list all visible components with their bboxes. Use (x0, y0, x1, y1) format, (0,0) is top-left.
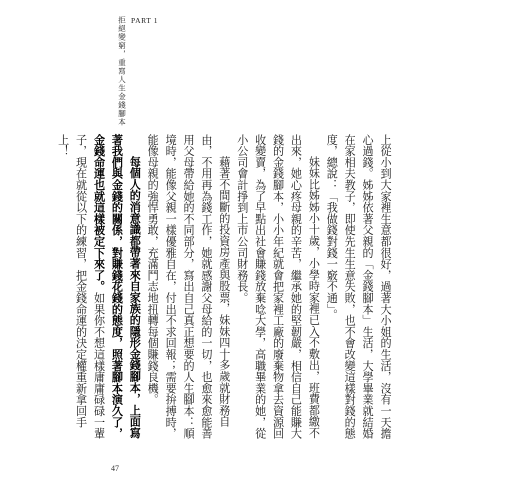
paragraph-3: 藉著不間斷的投資房產與股票，妹妹四十多歲就財務自由，不用再為錢工作，她就感謝父母給的一切，也愈來愈能善用父母帶給她的不同部分，寫出自己真正想要的人生腳本：順境時，能像父親一樣優雅自在，付出不求回報；需要拚搏時，能像母親的強悍勇敢，充滿鬥志地扭轉每個賺錢良機。 (146, 134, 231, 440)
paragraph-4 (54, 134, 144, 444)
part-label: PART 1 (131, 16, 159, 25)
paragraph-4-text: 如果你不想這樣庸庸碌碌一輩子，現在就從以下的練習，把金錢命運的決定權重新拿回手上！ (56, 134, 106, 440)
paragraph-2: 妹妹比姊姊小十歲，小學時家裡已入不敷出，班費都繳不出來，她心疼母親的辛苦，繼承她的堅韌嚴，相信自己能賺大錢的金錢腳本，小小年紀就會把家裡工廠的廢棄物拿去資源回收變賣，為了早點出社會賺錢放棄唸大學，高職畢業的她，從小公司會計掙到上市公司財務長。 (235, 134, 321, 440)
paragraph-4-bold: 每個人的消意識都帶著來自家族的隱形金錢腳本，上面寫著我們與金錢的關係，對賺錢花錢的態度，照著腳本演久了，金錢命運也就這樣被定下來了。 (92, 134, 142, 440)
paragraph-1: 上從小到大家裡生意都很好，過著大小姐的生活，沒有一天擔心過錢。姊姊依著父親的「金錢腳本」生活，大學畢業就結婚在家相夫教子，即使先生生意失敗，也不會改變這樣對錢的態度，總說：「我做錢對錢一竅不通」。 (325, 134, 392, 440)
running-title: 拒絕變窮，重寫人生金錢腳本 (117, 16, 127, 127)
page-number: 47 (111, 464, 119, 473)
body-text (54, 134, 394, 444)
